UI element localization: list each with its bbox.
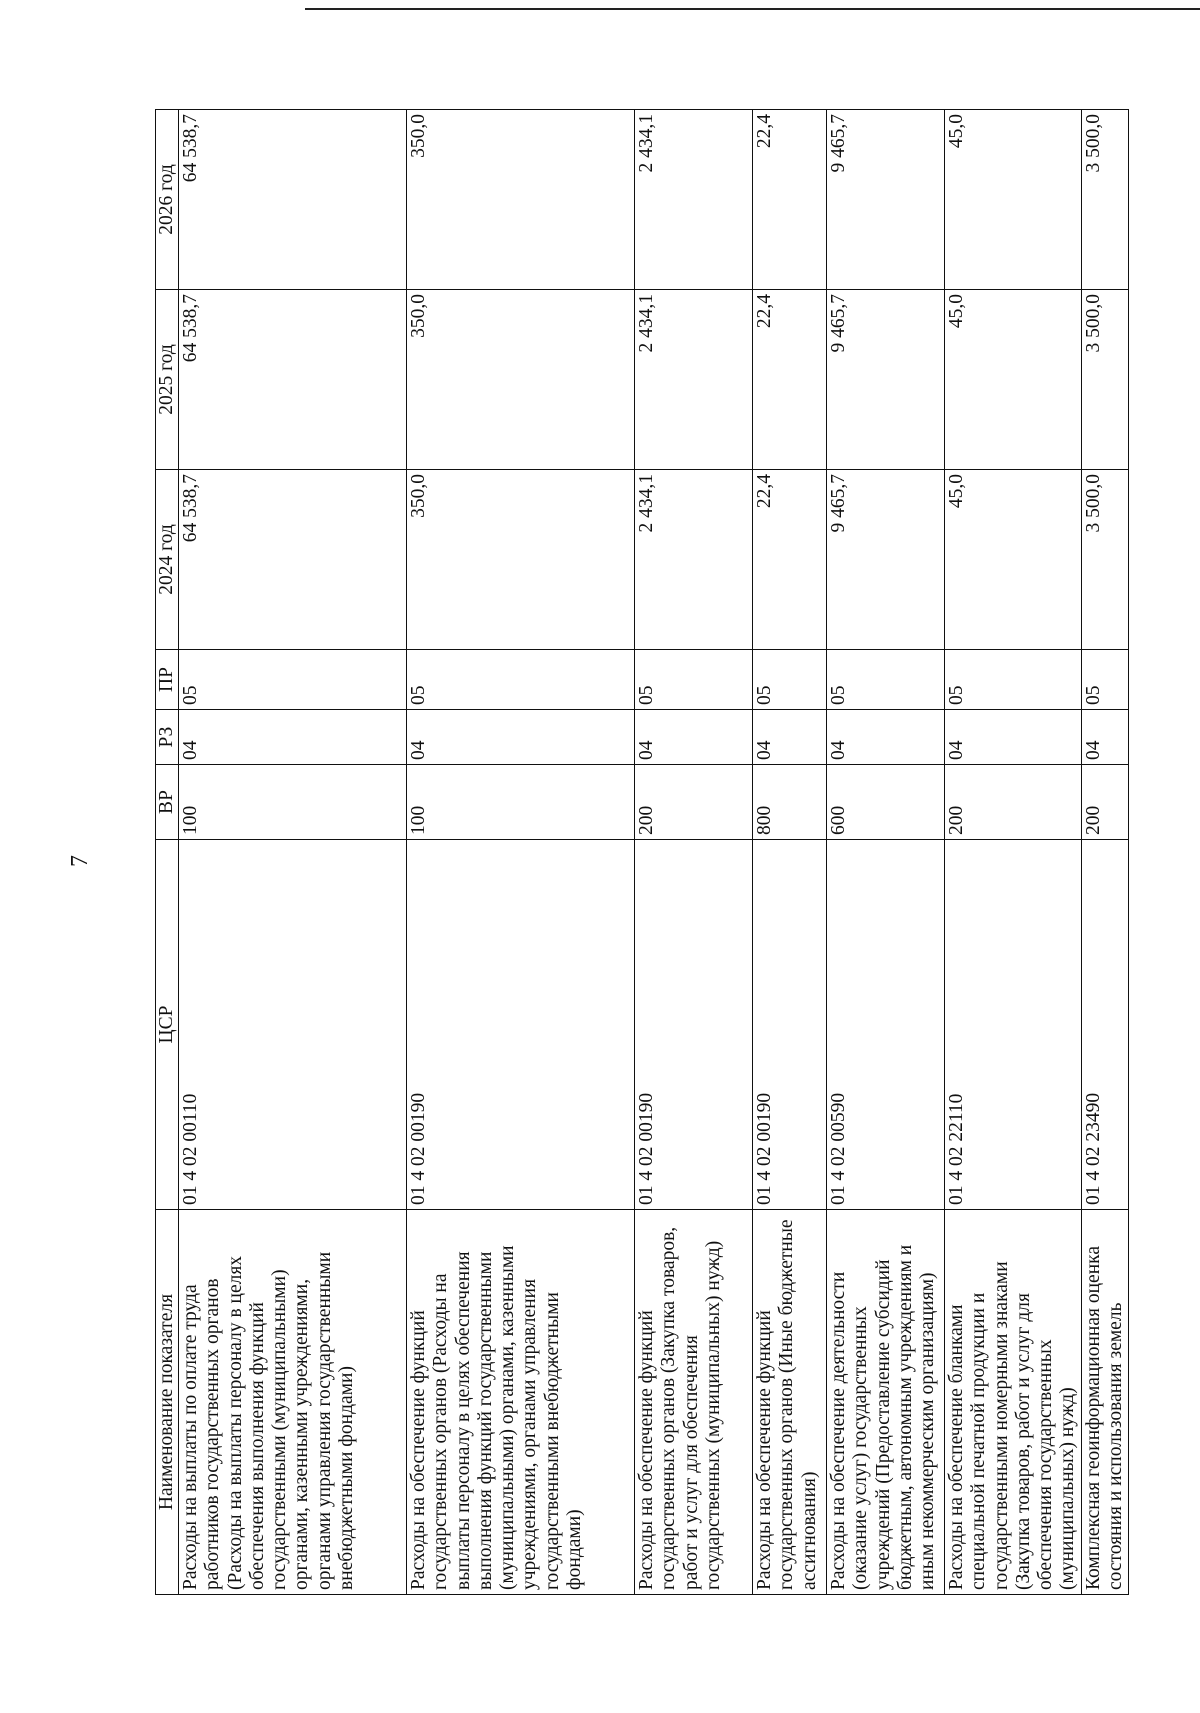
row-csr: 01 4 02 00110	[179, 840, 407, 1210]
row-vr: 100	[407, 765, 635, 840]
row-name: Расходы на обеспечение функций государственных органов (Расходы на выплаты персоналу в целях обеспечения выполнения функций государственными (муниципальными) органами, казенными учреждениями, органами управления государственными внебюджетными фондами)	[407, 1210, 635, 1595]
row-2024: 22,4	[753, 470, 827, 650]
row-name: Расходы на выплаты по оплате труда работников государственных органов (Расходы на выплаты персоналу в целях обеспечения выполнения функций государственными (муниципальными) органами, казенными учреждениями, органами управления государственными внебюджетными фондами)	[179, 1210, 407, 1595]
table-row	[827, 110, 945, 1595]
row-vr: 600	[827, 765, 945, 840]
row-rz: 04	[179, 710, 407, 765]
row-2025: 45,0	[945, 290, 1081, 470]
page-number: 7	[67, 855, 93, 867]
row-rz: 04	[827, 710, 945, 765]
row-2024: 45,0	[945, 470, 1081, 650]
row-rz: 04	[1081, 710, 1128, 765]
row-2024: 9 465,7	[827, 470, 945, 650]
row-2026: 9 465,7	[827, 110, 945, 290]
row-2025: 350,0	[407, 290, 635, 470]
header-csr: ЦСР	[156, 840, 179, 1210]
row-name: Расходы на обеспечение функций государственных органов (Иные бюджетные ассигнования)	[753, 1210, 827, 1595]
row-vr: 200	[945, 765, 1081, 840]
table-row	[1081, 110, 1128, 1595]
header-rz: РЗ	[156, 710, 179, 765]
header-2024: 2024 год	[156, 470, 179, 650]
row-2024: 3 500,0	[1081, 470, 1128, 650]
header-vr: ВР	[156, 765, 179, 840]
table-row	[753, 110, 827, 1595]
header-name: Наименование показателя	[156, 1210, 179, 1595]
row-name: Расходы на обеспечение функций государственных органов (Закупка товаров, работ и услуг для обеспечения государственных (муниципальных) нужд)	[635, 1210, 753, 1595]
row-csr: 01 4 02 00190	[407, 840, 635, 1210]
table-row	[407, 110, 635, 1595]
row-vr: 200	[635, 765, 753, 840]
row-2026: 3 500,0	[1081, 110, 1128, 290]
row-pr: 05	[1081, 650, 1128, 710]
row-2025: 64 538,7	[179, 290, 407, 470]
header-pr: ПР	[156, 650, 179, 710]
table-header-row	[156, 110, 179, 1595]
table-row	[179, 110, 407, 1595]
row-name: Расходы на обеспечение бланками специальной печатной продукции и государственными номерными знаками (Закупка товаров, работ и услуг для обеспечения государственных (муниципальных) нужд)	[945, 1210, 1081, 1595]
row-2026: 64 538,7	[179, 110, 407, 290]
table-row	[945, 110, 1081, 1595]
row-pr: 05	[179, 650, 407, 710]
row-csr: 01 4 02 00190	[753, 840, 827, 1210]
row-2024: 350,0	[407, 470, 635, 650]
row-pr: 05	[945, 650, 1081, 710]
row-pr: 05	[407, 650, 635, 710]
row-csr: 01 4 02 23490	[1081, 840, 1128, 1210]
header-2026: 2026 год	[156, 110, 179, 290]
row-name: Расходы на обеспечение деятельности (оказание услуг) государственных учреждений (Предоставление субсидий бюджетным, автономным учреждениям и иным некоммерческим организациям)	[827, 1210, 945, 1595]
row-2024: 2 434,1	[635, 470, 753, 650]
row-2025: 22,4	[753, 290, 827, 470]
row-2026: 2 434,1	[635, 110, 753, 290]
top-rule	[305, 8, 1200, 10]
budget-table	[155, 109, 1129, 1595]
row-2024: 64 538,7	[179, 470, 407, 650]
row-2025: 3 500,0	[1081, 290, 1128, 470]
header-2025: 2025 год	[156, 290, 179, 470]
table-row	[635, 110, 753, 1595]
row-pr: 05	[635, 650, 753, 710]
row-rz: 04	[945, 710, 1081, 765]
row-vr: 100	[179, 765, 407, 840]
row-csr: 01 4 02 00590	[827, 840, 945, 1210]
budget-table-container	[155, 110, 1126, 1595]
row-rz: 04	[407, 710, 635, 765]
row-csr: 01 4 02 22110	[945, 840, 1081, 1210]
row-csr: 01 4 02 00190	[635, 840, 753, 1210]
row-rz: 04	[753, 710, 827, 765]
row-vr: 200	[1081, 765, 1128, 840]
row-rz: 04	[635, 710, 753, 765]
row-2026: 45,0	[945, 110, 1081, 290]
row-name: Комплексная геоинформационная оценка состояния и использования земель	[1081, 1210, 1128, 1595]
row-2026: 350,0	[407, 110, 635, 290]
row-2025: 2 434,1	[635, 290, 753, 470]
row-2025: 9 465,7	[827, 290, 945, 470]
row-vr: 800	[753, 765, 827, 840]
row-pr: 05	[827, 650, 945, 710]
row-2026: 22,4	[753, 110, 827, 290]
row-pr: 05	[753, 650, 827, 710]
